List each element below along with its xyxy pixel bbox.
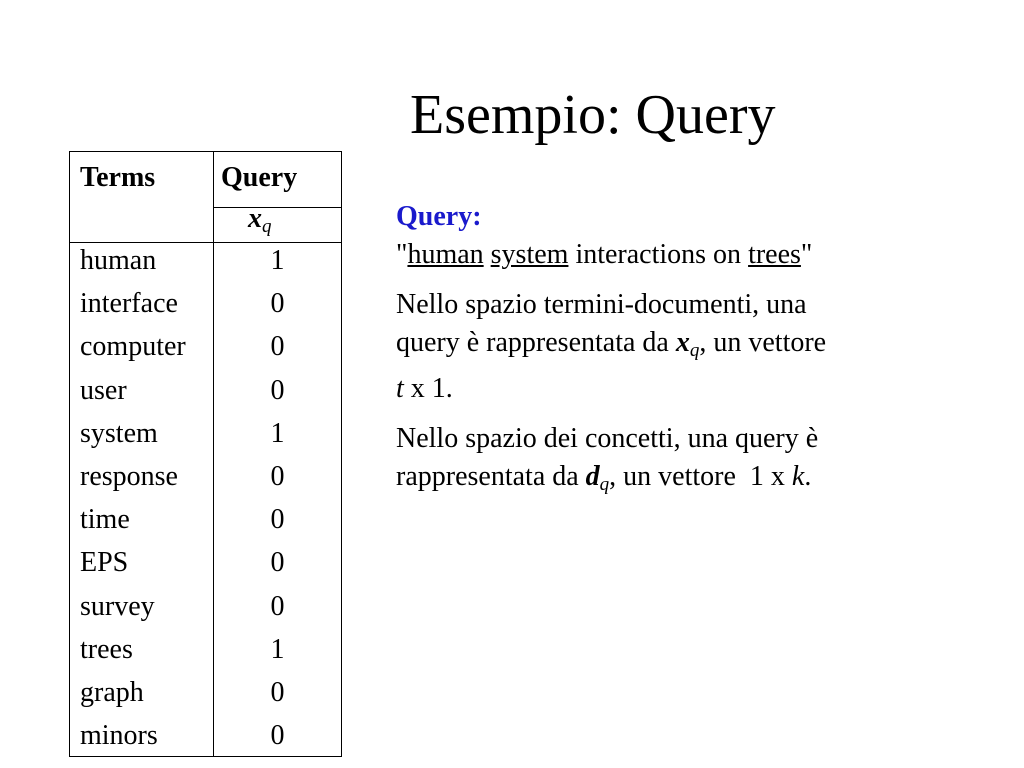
header-terms: Terms — [80, 162, 156, 193]
table-row — [70, 674, 341, 717]
table-row — [70, 372, 341, 415]
query-middle: interactions on — [568, 239, 749, 270]
table-row — [70, 717, 341, 760]
paragraph-concept-space — [396, 420, 956, 504]
para1-line3-post: x 1. — [403, 373, 453, 404]
query-word-trees: trees — [748, 239, 801, 270]
query-value-cell: 0 — [270, 374, 285, 406]
right-text — [396, 198, 956, 504]
para1-var-t: t — [396, 373, 404, 404]
table-row — [70, 631, 341, 674]
term-cell: computer — [80, 331, 186, 363]
term-cell: time — [80, 504, 130, 536]
header-query: Query — [221, 162, 298, 193]
query-value-cell: 0 — [270, 460, 285, 492]
table-row — [70, 415, 341, 458]
query-value-cell: 0 — [270, 331, 285, 363]
para1-line2-pre: query è rappresentata da — [396, 327, 676, 358]
para2-var-d: d — [585, 461, 600, 492]
term-cell: user — [80, 374, 127, 406]
query-value-cell: 0 — [270, 504, 285, 536]
paragraph-term-space — [396, 286, 956, 408]
para1-line1: Nello spazio termini-documenti, una — [396, 289, 807, 320]
term-cell: EPS — [80, 547, 129, 579]
para2-line2-post: . — [804, 461, 812, 492]
query-value-cell: 0 — [270, 590, 285, 622]
query-value-cell: 1 — [270, 417, 285, 449]
table-row — [70, 588, 341, 631]
term-cell: survey — [80, 590, 155, 622]
query-word-human: human — [407, 239, 484, 270]
header-divider-partial — [213, 207, 342, 208]
header-x: x — [248, 203, 262, 234]
slide-title: Esempio: Query — [410, 84, 776, 146]
term-cell: system — [80, 417, 158, 449]
term-cell: trees — [80, 633, 133, 665]
query-value-cell: 1 — [270, 245, 285, 276]
query-value-cell: 0 — [270, 547, 285, 579]
table-row — [70, 544, 341, 587]
query-value-cell: 0 — [270, 720, 285, 752]
table-row — [70, 328, 341, 371]
term-cell: interface — [80, 288, 178, 320]
para1-var-x: x — [675, 327, 690, 358]
query-value-cell: 0 — [270, 676, 285, 708]
quote-open: " — [396, 239, 408, 270]
para2-line1: Nello spazio dei concetti, una query è — [396, 423, 819, 454]
para2-line2 — [396, 458, 956, 504]
table-row — [70, 458, 341, 501]
para1-line2-post: , un vettore — [699, 327, 827, 358]
term-cell: response — [80, 460, 178, 492]
para2-line2-mid: , un vettore 1 x — [609, 461, 792, 492]
query-value-cell: 1 — [270, 633, 285, 665]
para2-var-sub: q — [599, 474, 610, 495]
table-row — [70, 285, 341, 328]
para2-line2-pre: rappresentata da — [396, 461, 586, 492]
table-row — [70, 242, 341, 285]
para1-line2 — [396, 324, 956, 370]
table-row — [70, 501, 341, 544]
term-cell: human — [80, 245, 157, 276]
para1-line3 — [396, 370, 956, 408]
query-text — [396, 236, 956, 274]
term-cell: minors — [80, 720, 158, 752]
query-value-cell: 0 — [270, 288, 285, 320]
para2-var-k: k — [791, 461, 805, 492]
query-word-system: system — [490, 239, 569, 270]
query-label: Query: — [396, 201, 482, 232]
header-vector-xq — [248, 201, 272, 245]
term-cell: graph — [80, 676, 144, 708]
quote-close: " — [800, 239, 813, 270]
table-rows — [70, 242, 341, 760]
para1-var-sub: q — [689, 340, 700, 361]
header-x-subscript: q — [262, 216, 272, 237]
terms-table — [69, 151, 342, 757]
